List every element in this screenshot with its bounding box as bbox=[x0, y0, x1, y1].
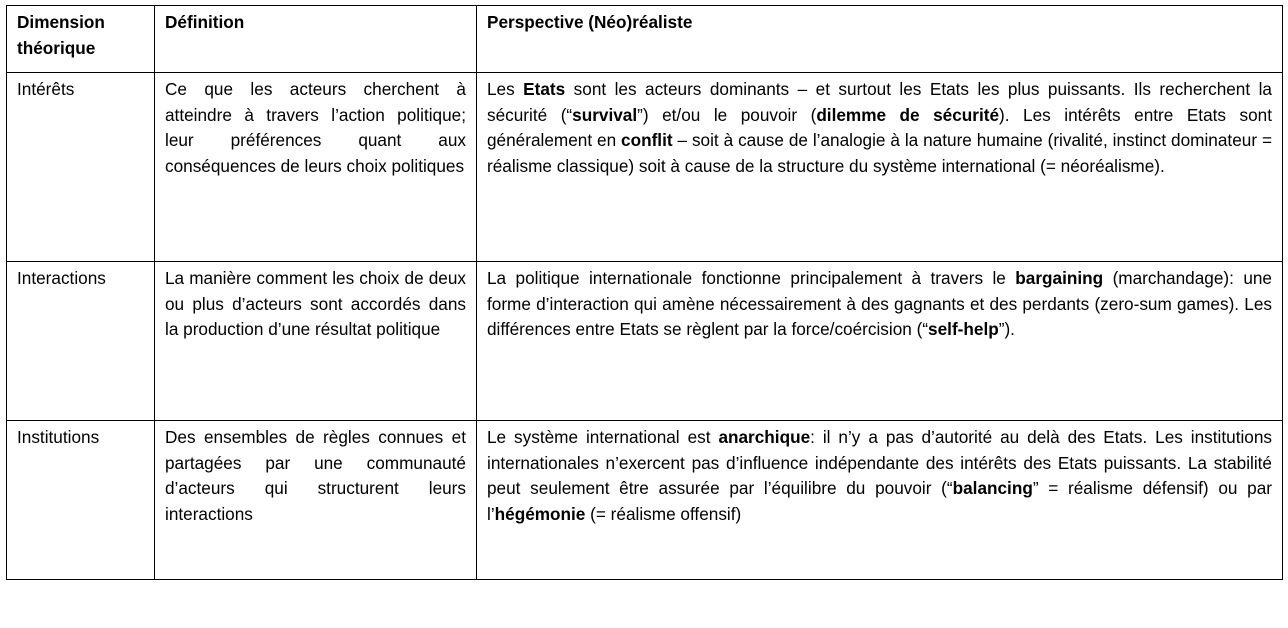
row-definition: Ce que les acteurs cherchent à atteindre à travers l’action politique; leur préférences quant aux conséquences de leurs choix politiques bbox=[155, 73, 477, 262]
header-row bbox=[7, 6, 1283, 73]
row-perspective bbox=[477, 262, 1283, 421]
row-dimension: Interactions bbox=[7, 262, 155, 421]
row-dimension: Institutions bbox=[7, 421, 155, 580]
header-perspective: Perspective (Néo)réaliste bbox=[477, 6, 1283, 73]
text-segment: La politique internationale fonctionne principalement à travers le bbox=[487, 268, 1016, 288]
table-row bbox=[7, 73, 1283, 262]
bold-term: conflit bbox=[621, 130, 673, 150]
text-segment: sont les acteurs dominants – et surtout les Etats les plus puissants. Ils recherchent la sécurité (“ bbox=[487, 79, 1272, 125]
text-segment: (marchandage): une forme d’interaction qui amène nécessairement à des gagnants et des perdants (zero-sum games). Les différences entre Etats se règlent par la force/coércision (“ bbox=[487, 268, 1272, 339]
bold-term: anarchique bbox=[718, 427, 811, 447]
text-segment: Le système international est bbox=[487, 427, 719, 447]
table-row bbox=[7, 262, 1283, 421]
row-perspective bbox=[477, 73, 1283, 262]
text-segment: ”) et/ou le pouvoir ( bbox=[637, 104, 817, 125]
bold-term: Etats bbox=[523, 79, 566, 99]
bold-term: survival bbox=[572, 104, 638, 125]
text-segment: (= réalisme offensif) bbox=[585, 503, 742, 524]
text-segment: ” = réalisme défensif) ou par l’ bbox=[487, 478, 1272, 524]
bold-term: dilemme de sécurité bbox=[816, 104, 1000, 125]
table-row bbox=[7, 421, 1283, 580]
text-segment: : il n’y a pas d’autorité au delà des Etats. Les institutions internationales n’exercent pas d’influence indépendante des intérêts des Etats puissants. La stabilité peut seulement être assurée par l’équilibre du pouvoir (“ bbox=[487, 427, 1272, 498]
theory-table bbox=[6, 5, 1283, 580]
bold-term: bargaining bbox=[1015, 268, 1104, 288]
row-dimension: Intérêts bbox=[7, 73, 155, 262]
text-segment: – soit à cause de l’analogie à la nature humaine (rivalité, instinct dominateur = réalisme classique) soit à cause de la structure du système international (= néoréalisme). bbox=[487, 130, 1272, 176]
row-definition: Des ensembles de règles connues et partagées par une communauté d’acteurs qui structurent leurs interactions bbox=[155, 421, 477, 580]
row-definition: La manière comment les choix de deux ou plus d’acteurs sont accordés dans la production d’une résultat politique bbox=[155, 262, 477, 421]
text-segment: ”). bbox=[998, 319, 1015, 339]
bold-term: self-help bbox=[928, 319, 999, 339]
header-dimension: Dimension théorique bbox=[7, 6, 155, 73]
row-perspective bbox=[477, 421, 1283, 580]
header-definition: Définition bbox=[155, 6, 477, 73]
text-segment: Les bbox=[487, 79, 524, 99]
text-segment: ). Les intérêts entre Etats sont généralement en bbox=[487, 104, 1272, 150]
bold-term: hégémonie bbox=[494, 503, 586, 524]
bold-term: balancing bbox=[952, 478, 1033, 498]
